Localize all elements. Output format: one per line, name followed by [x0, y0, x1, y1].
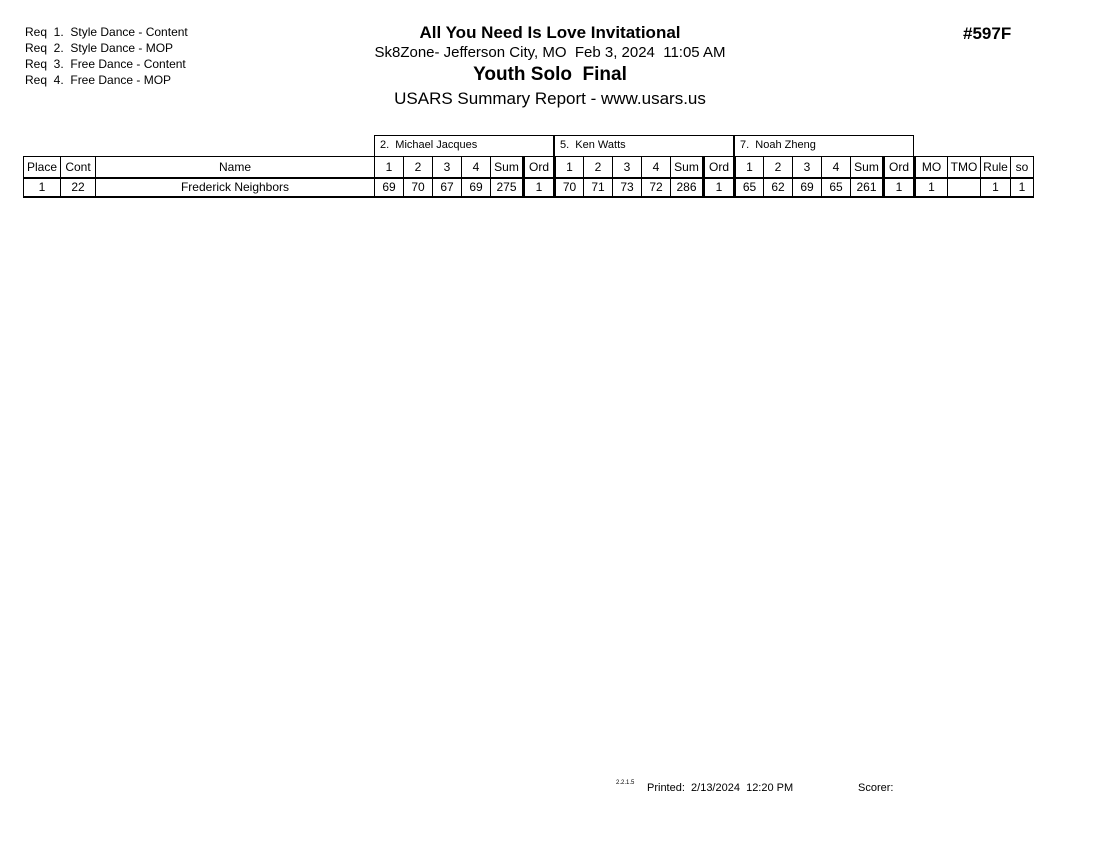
judge3-score2: 62 [764, 178, 793, 197]
judge-header-box-1: 2. Michael Jacques [374, 135, 554, 157]
judge1-score2-header: 2 [404, 157, 433, 178]
so-value: 1 [1011, 178, 1034, 197]
skater-name: Frederick Neighbors [96, 178, 375, 197]
requirement-line-1: Req 1. Style Dance - Content [25, 25, 188, 39]
name-header: Name [96, 157, 375, 178]
judge1-score3-header: 3 [433, 157, 462, 178]
cont-header: Cont [61, 157, 96, 178]
mo-header: MO [915, 157, 948, 178]
so-header: so [1011, 157, 1034, 178]
judge3-ord-header: Ord [884, 157, 915, 178]
place-value: 1 [24, 178, 61, 197]
judge-header-box-2: 5. Ken Watts [554, 135, 734, 157]
place-header: Place [24, 157, 61, 178]
report-subtitle: USARS Summary Report - www.usars.us [394, 89, 706, 108]
cont-value: 22 [61, 178, 96, 197]
rule-value: 1 [981, 178, 1011, 197]
judge2-ord: 1 [704, 178, 735, 197]
judge-header-box-3: 7. Noah Zheng [734, 135, 914, 157]
rule-header: Rule [981, 157, 1011, 178]
judge1-ord: 1 [524, 178, 555, 197]
event-title: All You Need Is Love Invitational [419, 23, 681, 42]
table-header-row [24, 157, 1034, 178]
judge1-ord-header: Ord [524, 157, 555, 178]
judge1-score1-header: 1 [375, 157, 404, 178]
requirement-line-3: Req 3. Free Dance - Content [25, 57, 186, 71]
report-id: #597F [963, 24, 1012, 43]
scorer-label: Scorer: [858, 782, 894, 794]
judge3-ord: 1 [884, 178, 915, 197]
judge2-score2-header: 2 [584, 157, 613, 178]
judge2-score4-header: 4 [642, 157, 671, 178]
judge1-sum: 275 [491, 178, 524, 197]
judge2-score1-header: 1 [555, 157, 584, 178]
tmo-value [948, 178, 981, 197]
tmo-header: TMO [948, 157, 981, 178]
result-row [24, 178, 1034, 197]
judge3-score3: 69 [793, 178, 822, 197]
judge1-score1: 69 [375, 178, 404, 197]
judge3-score2-header: 2 [764, 157, 793, 178]
requirement-line-2: Req 2. Style Dance - MOP [25, 41, 174, 55]
judge3-score4-header: 4 [822, 157, 851, 178]
venue-date-line: Sk8Zone- Jefferson City, MO Feb 3, 2024 11:05 AM [374, 44, 726, 61]
judge1-score3: 67 [433, 178, 462, 197]
judge2-sum-header: Sum [671, 157, 704, 178]
judge1-score4: 69 [462, 178, 491, 197]
results-table [23, 156, 1034, 198]
judge3-score4: 65 [822, 178, 851, 197]
printed-timestamp: Printed: 2/13/2024 12:20 PM [647, 782, 794, 794]
judge2-score4: 72 [642, 178, 671, 197]
judge2-score2: 71 [584, 178, 613, 197]
judge3-sum-header: Sum [851, 157, 884, 178]
mo-value: 1 [915, 178, 948, 197]
judge3-score1-header: 1 [735, 157, 764, 178]
judge2-score1: 70 [555, 178, 584, 197]
division-title: Youth Solo Final [473, 64, 627, 85]
software-version: 2.2.1.5 [616, 780, 635, 786]
judge3-score1: 65 [735, 178, 764, 197]
judge2-sum: 286 [671, 178, 704, 197]
judge2-score3: 73 [613, 178, 642, 197]
judge3-score3-header: 3 [793, 157, 822, 178]
judge2-ord-header: Ord [704, 157, 735, 178]
requirement-line-4: Req 4. Free Dance - MOP [25, 73, 172, 87]
judge1-sum-header: Sum [491, 157, 524, 178]
judge2-score3-header: 3 [613, 157, 642, 178]
judge1-score4-header: 4 [462, 157, 491, 178]
judge1-score2: 70 [404, 178, 433, 197]
judge3-sum: 261 [851, 178, 884, 197]
